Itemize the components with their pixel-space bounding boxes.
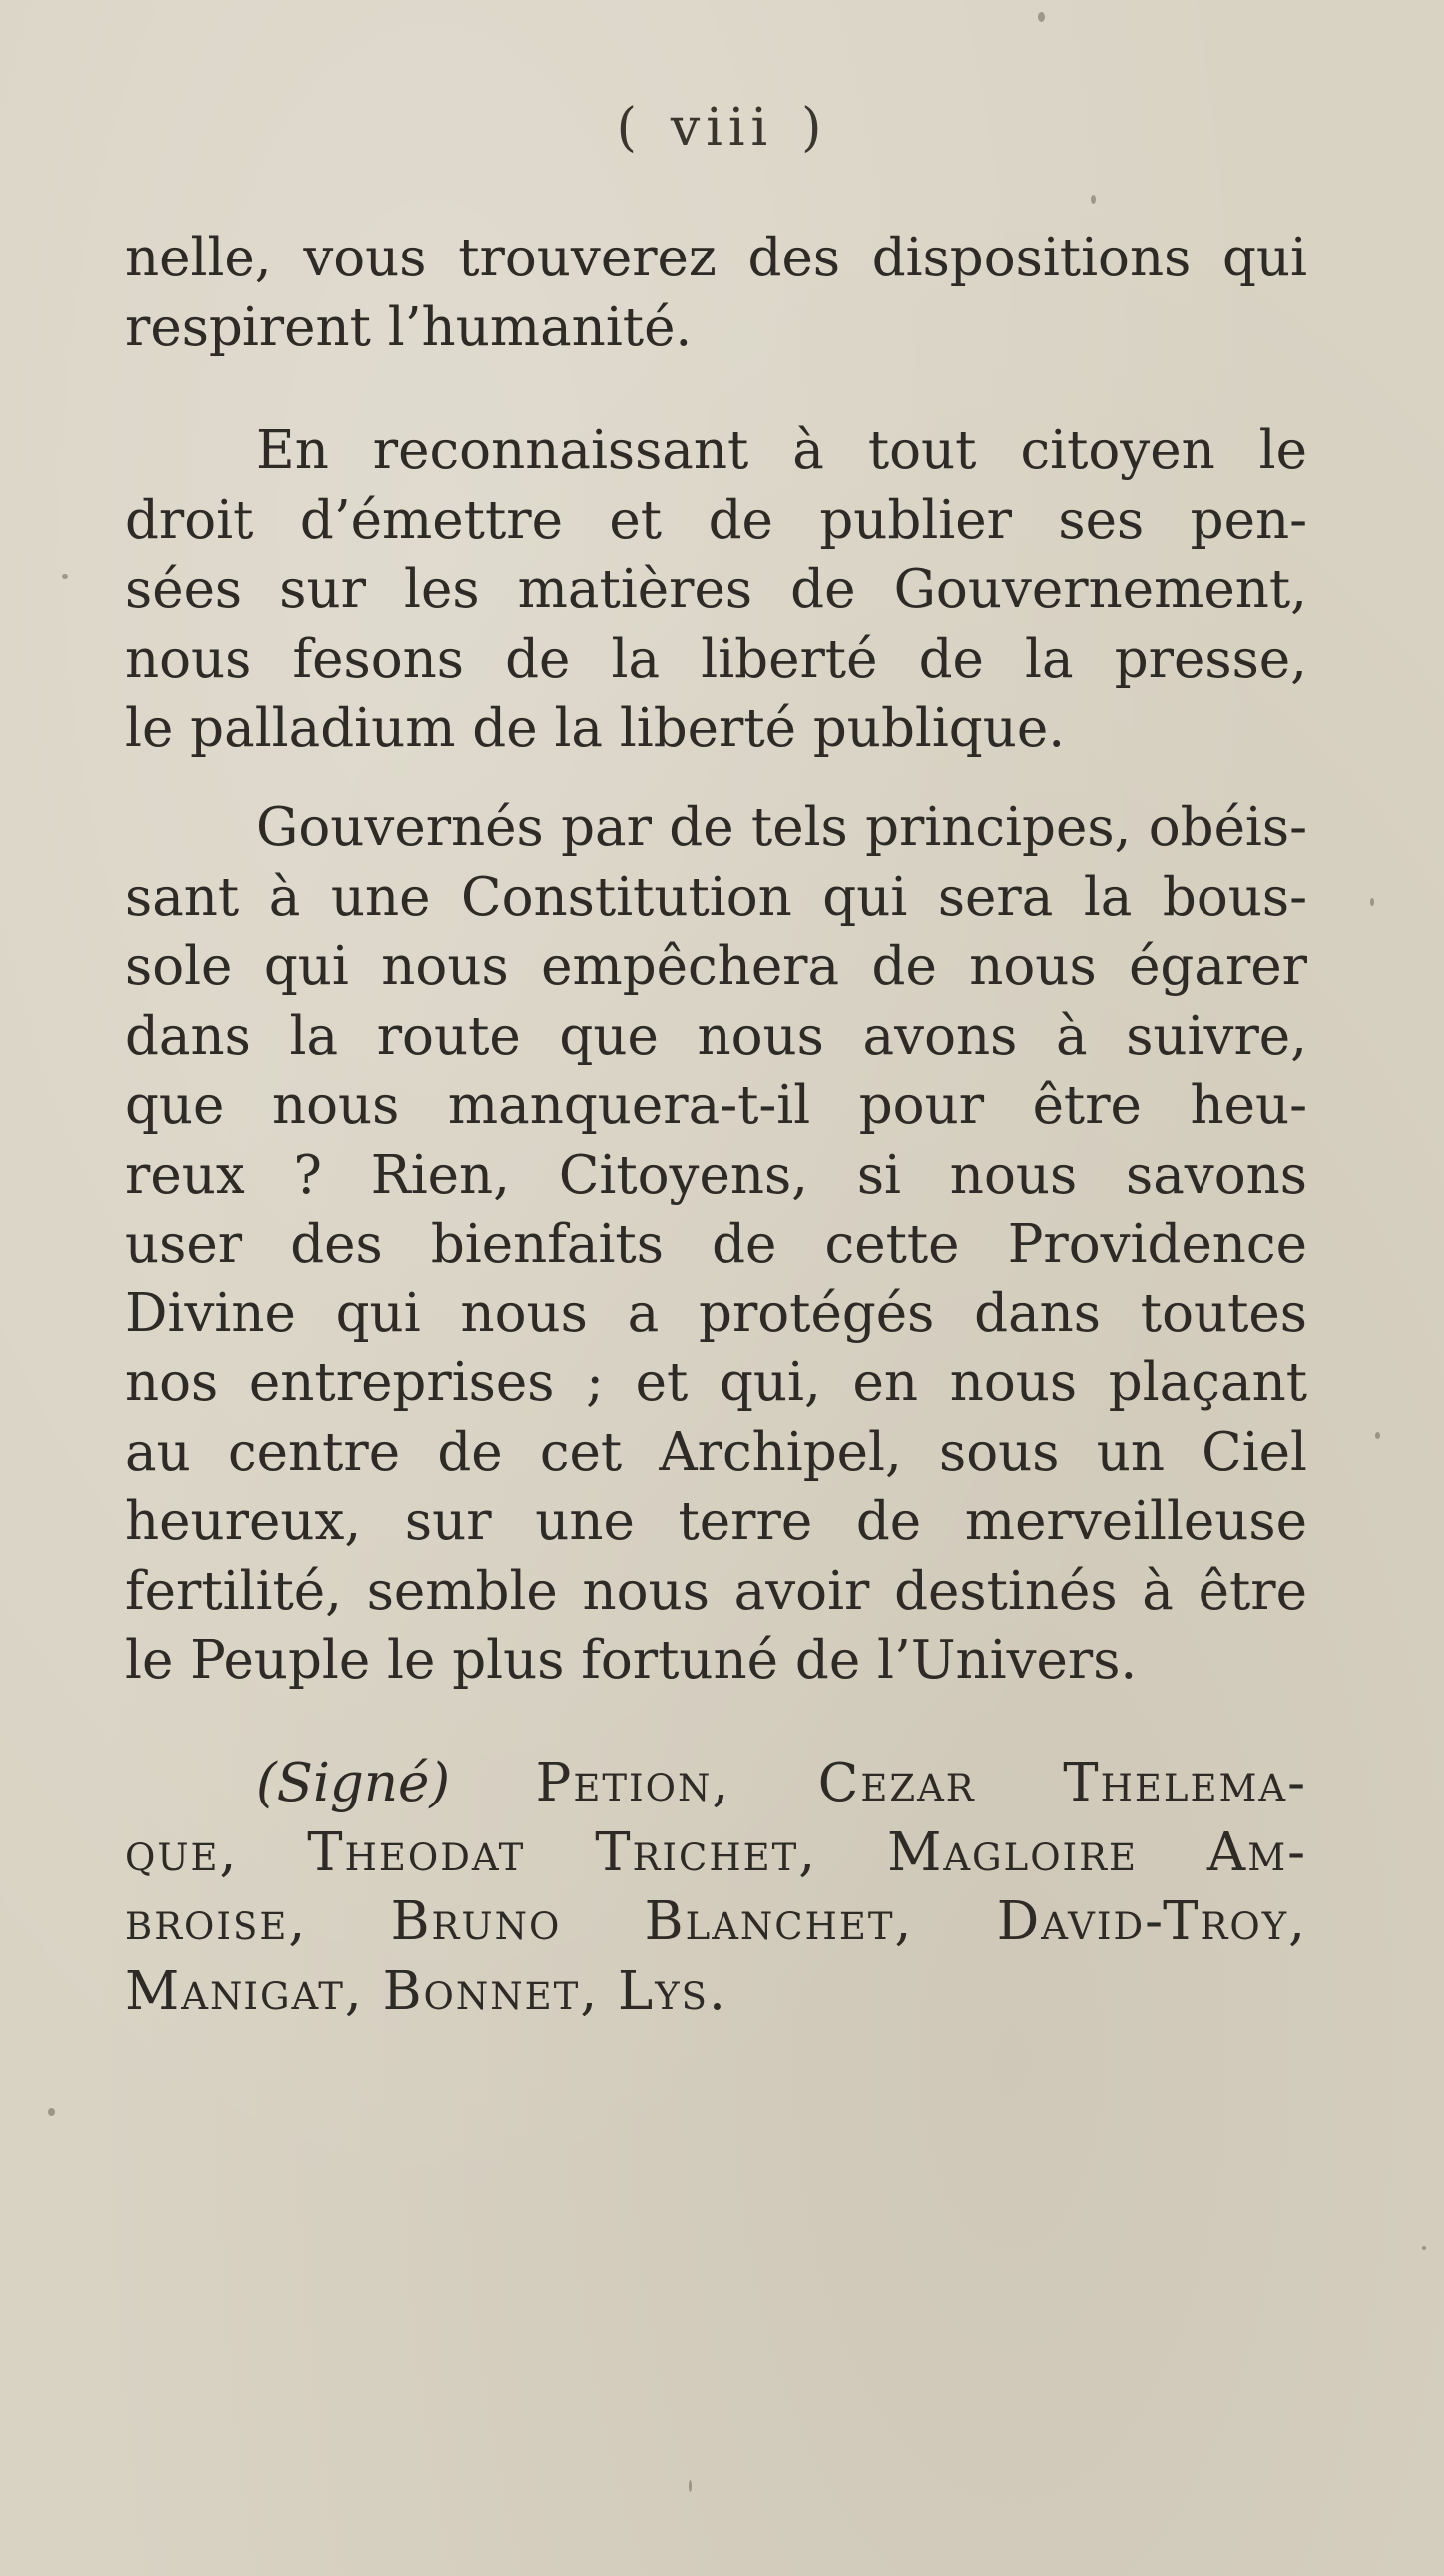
paper-speck [1038, 12, 1045, 22]
text-line: le palladium de la liberté publique. [125, 698, 1066, 759]
text-line: fertilité, semble nous avoir destinés à être [125, 1560, 1307, 1622]
running-head [0, 98, 1444, 158]
signature-line: Manigat, Bonnet, Lys. [125, 1960, 727, 2022]
paragraph-continuation [125, 224, 1307, 362]
signature-line: broise, Bruno Blanchet, David-Troy, [125, 1891, 1307, 1952]
text-line: Divine qui nous a protégés dans toutes [125, 1283, 1307, 1344]
text-line: au centre de cet Archipel, sous un Ciel [125, 1421, 1307, 1483]
text-line: user des bienfaits de cette Providence [125, 1214, 1307, 1275]
text-line: nelle, vous trouverez des dispositions qui [125, 228, 1307, 288]
paper-speck [689, 2480, 692, 2492]
signature-line [125, 1749, 1307, 1818]
text-line: le Peuple le plus fortuné de l’Univers. [125, 1630, 1138, 1691]
text-line: reux ? Rien, Citoyens, si nous savons [125, 1144, 1307, 1206]
paper-speck [1091, 195, 1096, 204]
paper-speck [1370, 898, 1374, 906]
running-head-close-paren: ) [801, 98, 828, 158]
text-line: que nous manquera-t-il pour être heu- [125, 1075, 1307, 1136]
signatory-names: Petion, Cezar Thelema- [535, 1753, 1307, 1813]
text-line: heureux, sur une terre de merveilleuse [125, 1491, 1307, 1552]
paragraph-government [125, 793, 1307, 1696]
paper-speck [1422, 2246, 1426, 2250]
signed-mark: (Signé) [256, 1753, 451, 1813]
text-line: nous fesons de la liberté de la presse, [125, 628, 1307, 690]
text-line: sole qui nous empêchera de nous égarer [125, 936, 1307, 997]
running-head-open-paren: ( [616, 98, 643, 158]
text-line: En reconnaissant à tout citoyen le [256, 420, 1307, 481]
text-line: Gouvernés par de tels principes, obéis- [256, 797, 1307, 858]
text-line: sées sur les matières de Gouvernement, [125, 559, 1307, 620]
paper-speck [62, 574, 68, 579]
text-line: sant à une Constitution qui sera la bous- [125, 866, 1307, 928]
paper-speck [1375, 1432, 1380, 1439]
paragraph-press-freedom [125, 416, 1307, 764]
signature-line: que, Theodat Trichet, Magloire Am- [125, 1821, 1307, 1883]
page-number: viii [670, 98, 774, 158]
text-line: nos entreprises ; et qui, en nous plaçant [125, 1352, 1307, 1413]
text-line: dans la route que nous avons à suivre, [125, 1005, 1307, 1067]
text-line: respirent l’humanité. [125, 296, 693, 358]
text-line: droit d’émettre et de publier ses pen- [125, 489, 1307, 551]
paper-speck [48, 2108, 55, 2116]
signatures-block [125, 1749, 1307, 2026]
